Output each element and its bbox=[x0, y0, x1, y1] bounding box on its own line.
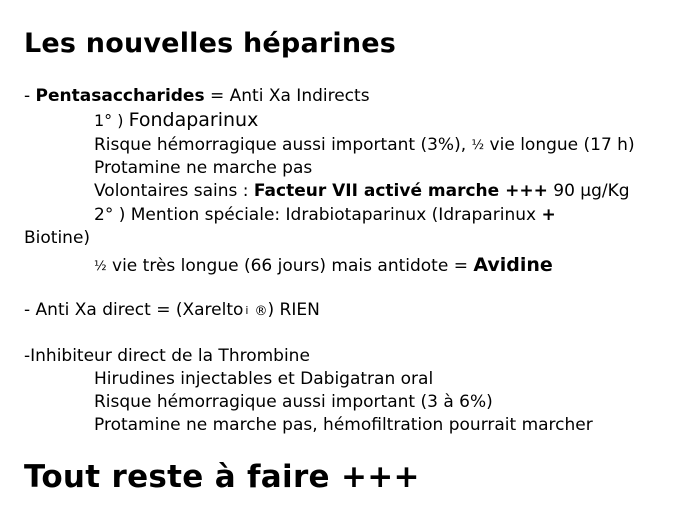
mention-line bbox=[94, 207, 556, 224]
plus-sign: + bbox=[541, 205, 556, 225]
pentasaccharides-label: Pentasaccharides bbox=[35, 86, 205, 106]
anti-xa-direct-line bbox=[24, 302, 320, 319]
volunteers-label: Volontaires sains : bbox=[94, 181, 254, 201]
registered-mark: ® bbox=[254, 304, 268, 319]
pentasaccharides-heading-line bbox=[24, 88, 370, 105]
hirudines-line: Hirudines injectables et Dabigatran oral bbox=[94, 369, 434, 389]
avidine-label: Avidine bbox=[473, 254, 553, 276]
risk-line-2: Risque hémorragique aussi important (3 à 6%) bbox=[94, 392, 493, 412]
protamine-line-2: Protamine ne marche pas, hémofiltration pourrait marcher bbox=[94, 415, 593, 435]
factor-vii-text: Facteur VII activé marche +++ bbox=[253, 181, 548, 201]
mention-text: 2° ) Mention spéciale: Idrabiotaparinux (Idraparinux bbox=[94, 205, 542, 225]
thrombin-heading: -Inhibiteur direct de la Thrombine bbox=[24, 346, 310, 366]
volunteers-line bbox=[94, 183, 630, 200]
biotine-line: Biotine) bbox=[24, 228, 91, 248]
rien-text: ) RIEN bbox=[267, 300, 320, 320]
tm-mark: ⅰ bbox=[245, 304, 249, 317]
item1-prefix: 1° ) bbox=[94, 111, 129, 130]
risk-text: Risque hémorragique aussi important (3%), bbox=[94, 135, 472, 155]
anti-xa-direct-text: - Anti Xa direct = (Xarelto bbox=[24, 300, 244, 320]
slide-title: Les nouvelles héparines bbox=[24, 28, 397, 59]
risk-line bbox=[94, 137, 635, 154]
protamine-line: Protamine ne marche pas bbox=[94, 158, 313, 178]
dash: - bbox=[24, 86, 36, 106]
half-fraction-2: ½ bbox=[94, 259, 107, 274]
fondaparinux-label: Fondaparinux bbox=[128, 109, 259, 131]
conclusion-text: Tout reste à faire +++ bbox=[24, 459, 420, 495]
halflife-text: vie très longue (66 jours) mais antidote = bbox=[106, 256, 474, 276]
dose-text: 90 µg/Kg bbox=[547, 181, 630, 201]
halflife-line bbox=[94, 256, 553, 275]
half-fraction: ½ bbox=[471, 138, 485, 153]
fondaparinux-line bbox=[94, 111, 258, 130]
anti-xa-indirect: = Anti Xa Indirects bbox=[204, 86, 370, 106]
risk-halflife: vie longue (17 h) bbox=[484, 135, 635, 155]
